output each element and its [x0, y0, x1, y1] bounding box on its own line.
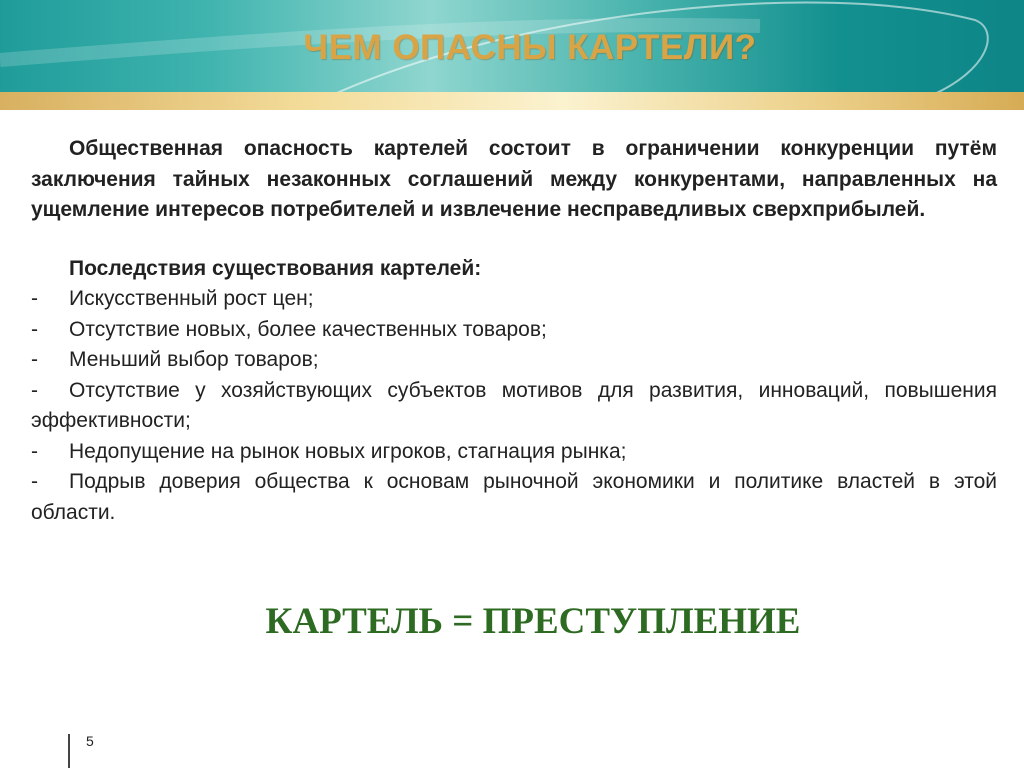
header-gold-band [0, 92, 1024, 110]
list-item-text: Подрыв доверия общества к основам рыночной экономики и политике властей в этой области. [31, 470, 997, 524]
footer-divider [68, 734, 70, 768]
list-dash: - [31, 348, 38, 371]
list-item-text: Отсутствие новых, более качественных товаров; [69, 317, 547, 341]
list-item-text: Меньший выбор товаров; [69, 348, 319, 371]
consequences-list [31, 284, 997, 528]
list-dash: - [31, 470, 38, 493]
list-item [31, 345, 997, 376]
list-item [31, 315, 997, 346]
list-item-text: Недопущение на рынок новых игроков, стагнация рынка; [69, 439, 627, 463]
list-item [31, 467, 997, 528]
slide-header [0, 0, 1024, 96]
consequences-heading: Последствия существования картелей: [69, 256, 482, 280]
list-item [31, 284, 997, 315]
slogan: КАРТЕЛЬ = ПРЕСТУПЛЕНИЕ [265, 601, 801, 642]
list-dash: - [31, 287, 38, 310]
list-dash: - [31, 317, 38, 341]
slide-body [31, 134, 997, 528]
list-dash: - [31, 378, 38, 402]
list-item-text: Отсутствие у хозяйствующих субъектов мотивов для развития, инноваций, повышения эффективности; [31, 378, 997, 432]
list-item-text: Искусственный рост цен; [69, 287, 314, 310]
slide-title: ЧЕМ ОПАСНЫ КАРТЕЛИ? [303, 28, 757, 67]
danger-paragraph: Общественная опасность картелей состоит в ограничении конкуренции путём заключения тайных незаконных соглашений между конкурентами, направленных на ущемление интересов потребителей и извлечение несправедливых сверхприбылей. [31, 137, 997, 221]
list-dash: - [31, 439, 38, 463]
list-item [31, 376, 997, 437]
list-item [31, 437, 997, 468]
page-number: 5 [86, 733, 94, 749]
